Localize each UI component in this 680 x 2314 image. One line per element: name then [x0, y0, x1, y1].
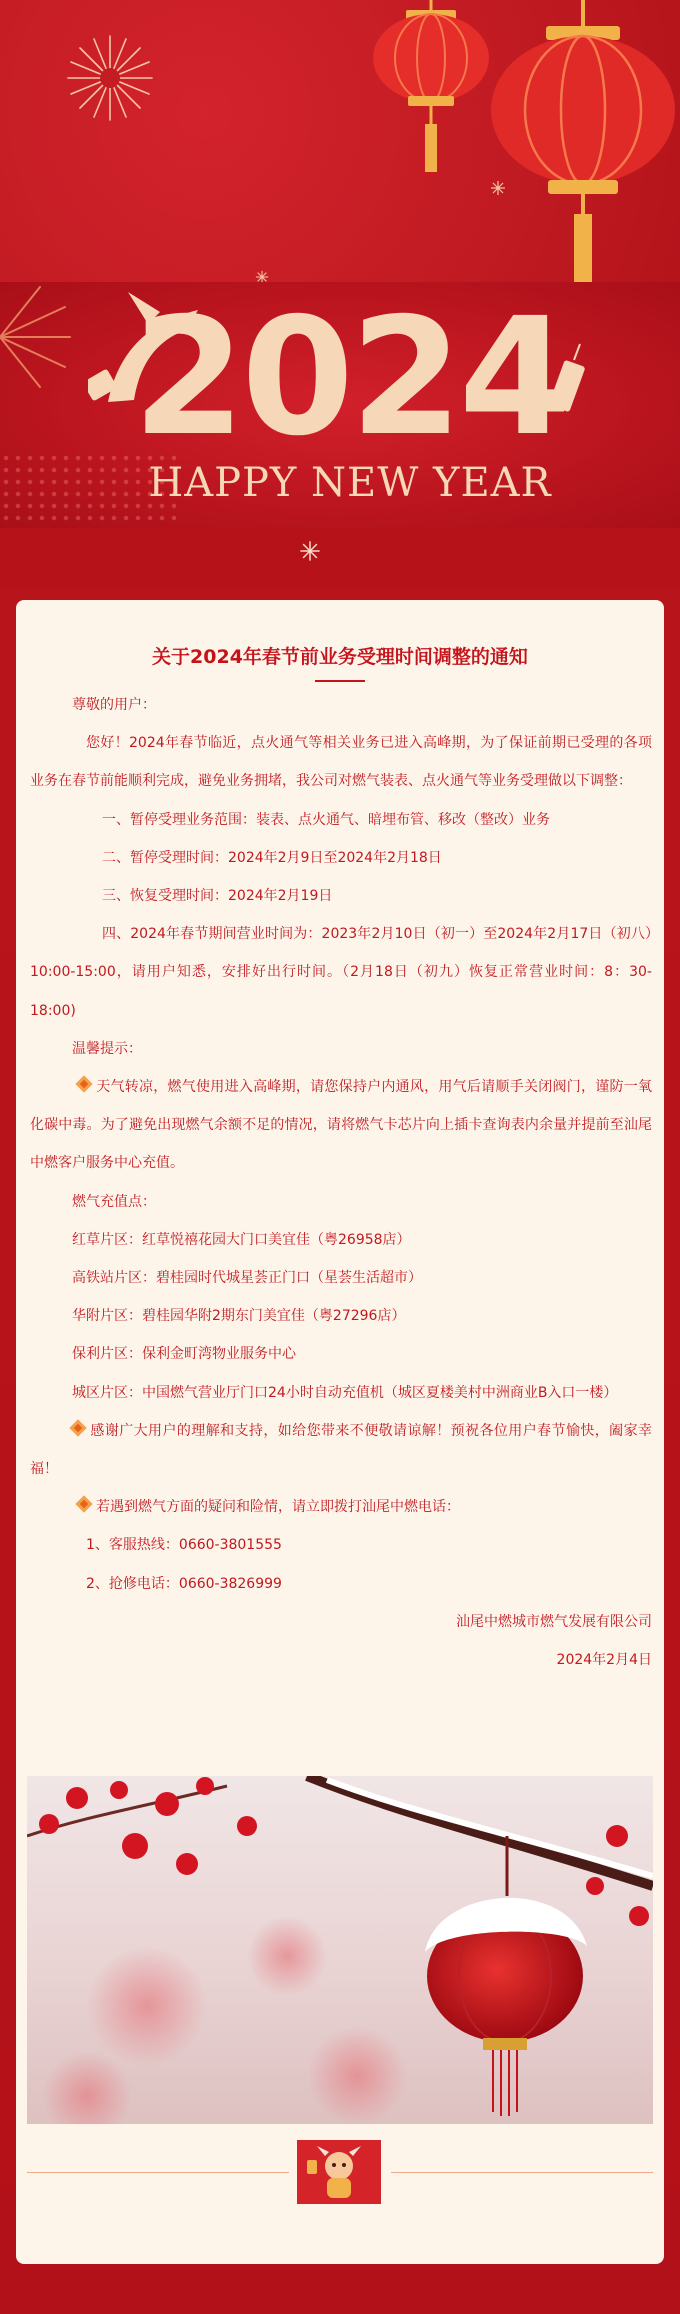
company-signature: 汕尾中燃城市燃气发展有限公司 — [456, 1613, 652, 1630]
contact-intro: 若遇到燃气方面的疑问和险情，请立即拨打汕尾中燃电话： — [96, 1499, 460, 1516]
divider-right — [391, 2172, 653, 2173]
tips-heading: 温馨提示： — [72, 1040, 142, 1057]
recharge-point: 保利片区：保利金町湾物业服务中心 — [72, 1346, 296, 1363]
notice-item: 二、暂停受理时间：2024年2月9日至2024年2月18日 — [102, 849, 442, 866]
notice-item: 一、暂停受理业务范围：装表、点火通气、暗埋布管、移改（整改）业务 — [102, 811, 550, 828]
snowflake-icon — [299, 540, 321, 562]
thanks-text: 感谢广大用户的理解和支持，如给您带来不便敬请谅解！预祝各位用户春节愉快，阖家幸福！ — [30, 1422, 652, 1478]
notice-title: 关于2024年春节前业务受理时间调整的通知 — [152, 646, 528, 668]
recharge-point: 高铁站片区：碧桂园时代城星荟正门口（星荟生活超市） — [72, 1270, 422, 1287]
notice-card — [16, 600, 664, 2264]
contact-line: 2、抢修电话：0660-3826999 — [86, 1575, 282, 1592]
lantern-icon — [368, 0, 494, 172]
recharge-point: 城区片区：中国燃气营业厅门口24小时自动充值机（城区夏楼美村中洲商业B入口一楼） — [72, 1384, 618, 1401]
header-decoration — [0, 0, 680, 282]
year-heading: 2024 — [132, 284, 568, 472]
diamond-bullet-icon — [70, 1419, 87, 1436]
snow-lantern-illustration — [27, 1776, 653, 2124]
recharge-point: 红草片区：红草悦禧花园大门口美宜佳（粤26958店） — [72, 1231, 411, 1248]
divider-left — [27, 2172, 289, 2173]
diamond-bullet-icon — [76, 1076, 93, 1093]
firework-icon — [0, 282, 80, 392]
notice-body — [30, 686, 652, 1679]
happy-new-year-text: HAPPY NEW YEAR — [148, 460, 552, 506]
new-year-banner — [0, 282, 680, 528]
title-underline — [315, 680, 365, 682]
greeting: 尊敬的用户： — [72, 697, 156, 713]
tip-text: 天气转凉，燃气使用进入高峰期，请您保持户内通风，用气后请顺手关闭阀门，谨防一氧化碳中毒。为了避免出现燃气余额不足的情况，请将燃气卡芯片向上插卡查询表内余量并提前至汕尾中燃客户服务中心充值。 — [30, 1079, 652, 1172]
notice-item: 三、恢复受理时间：2024年2月19日 — [102, 888, 333, 905]
diamond-bullet-icon — [76, 1496, 93, 1513]
contact-line: 1、客服热线：0660-3801555 — [86, 1537, 282, 1554]
banner-footer — [0, 528, 680, 588]
intro-paragraph: 您好！2024年春节临近，点火通气等相关业务已进入高峰期，为了保证前期已受理的各项业务在春节前能顺利完成，避免业务拥堵，我公司对燃气装表、点火通气等业务受理做以下调整： — [30, 735, 652, 790]
firework-icon — [62, 30, 158, 126]
lantern-icon — [488, 0, 678, 282]
recharge-point: 华附片区：碧桂园华附2期东门美宜佳（粤27296店） — [72, 1308, 406, 1325]
ox-mascot-icon — [297, 2140, 381, 2204]
notice-date: 2024年2月4日 — [556, 1652, 652, 1669]
snow-lantern-photo — [27, 1776, 653, 2124]
recharge-heading: 燃气充值点： — [72, 1193, 156, 1210]
notice-item: 四、2024年春节期间营业时间为：2023年2月10日（初一）至2024年2月17日（初八）10:00-15:00，请用户知悉，安排好出行时间。（2月18日（初九）恢复正常营业时间：8：30-18:00) — [30, 926, 652, 1019]
